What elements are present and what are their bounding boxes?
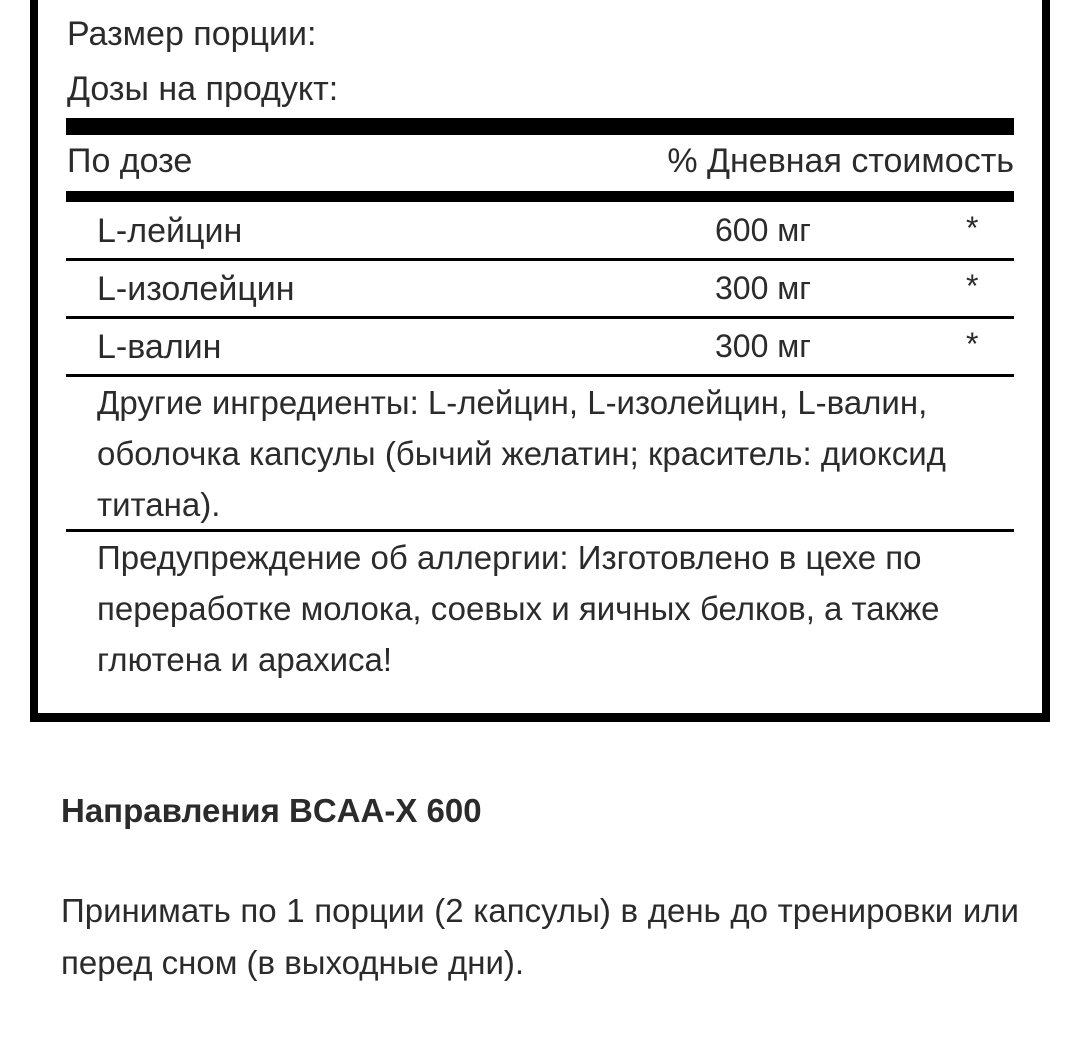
ingredient-row xyxy=(66,318,1014,373)
allergy-warning-text: Предупреждение об аллергии: Изготовлено в цехе по переработке молока, соевых и яичных белков, а также глютена и арахиса! xyxy=(97,539,940,678)
ingredient-daily-value: * xyxy=(966,210,979,246)
per-dose-header: По дозе xyxy=(67,142,193,180)
other-ingredients-text: Другие ингредиенты: L-лейцин, L-изолейцин, L-валин, оболочка капсулы (бычий желатин; краситель: диоксид титана). xyxy=(97,384,946,523)
doses-per-product-label: Дозы на продукт: xyxy=(67,70,339,108)
daily-value-header: % Дневная стоимость xyxy=(667,142,1014,180)
directions-title: Направления BCAA-X 600 xyxy=(61,792,482,829)
ingredient-daily-value: * xyxy=(966,326,979,362)
ingredient-amount: 600 мг xyxy=(715,212,811,248)
thick-divider xyxy=(66,118,1014,135)
serving-size-label: Размер порции: xyxy=(67,15,317,53)
ingredient-name: L-лейцин xyxy=(97,212,243,250)
ingredient-row xyxy=(66,260,1014,315)
ingredient-name: L-валин xyxy=(97,328,222,366)
directions-text: Принимать по 1 порции (2 капсулы) в день до тренировки или перед сном (в выходные дни). xyxy=(61,892,1019,981)
ingredient-row xyxy=(66,202,1014,257)
medium-divider xyxy=(66,191,1014,202)
ingredient-amount: 300 мг xyxy=(715,328,811,364)
ingredient-amount: 300 мг xyxy=(715,270,811,306)
ingredient-name: L-изолейцин xyxy=(97,270,295,308)
ingredient-daily-value: * xyxy=(966,268,979,304)
